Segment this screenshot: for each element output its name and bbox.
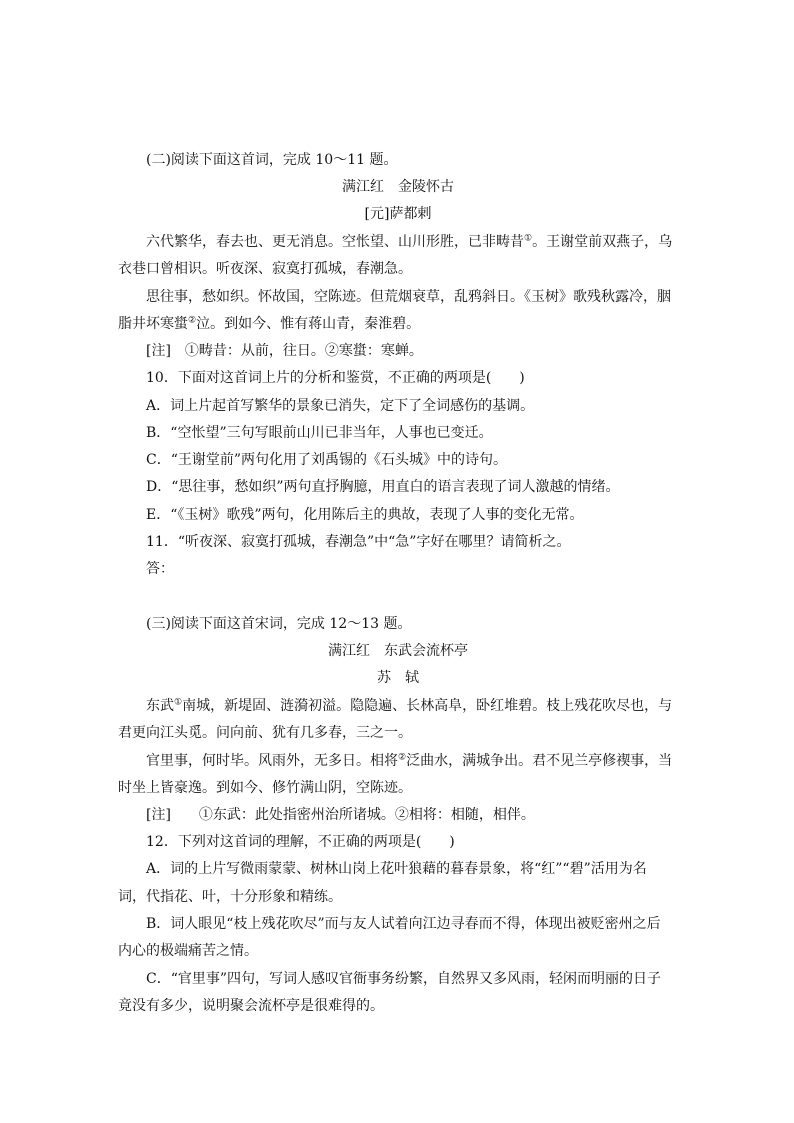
- text-segment: 。王谢堂前双燕子，乌: [532, 234, 673, 250]
- section2-poem-author: [元]萨都剌: [364, 206, 432, 222]
- question-10: 10．下面对这首词上片的分析和鉴赏，不正确的两项是( ): [146, 370, 525, 386]
- text-segment: 东武: [146, 698, 174, 714]
- footnote-mark: ①: [174, 697, 183, 708]
- question-12-option-c-line1: C．“官里事”四句，写词人感叹官衙事务纷繁，自然界又多风雨，轻闲而明丽的日子: [146, 971, 662, 987]
- section3-heading: (三)阅读下面这首宋词，完成 12～13 题。: [146, 616, 412, 632]
- question-12-option-a-line1: A．词的上片写微雨蒙蒙、树林山岗上花叶狼藉的暮春景象，将“红”“碧”活用为名: [146, 861, 647, 877]
- section3-poem-author: 苏 轼: [377, 670, 419, 686]
- footnote-mark: ②: [398, 752, 407, 763]
- section3-stanza1-line2: 君更向江头觅。问向前、犹有几多春，三之一。: [118, 725, 412, 741]
- section3-stanza2-line2: 时坐上皆豪逸。到如今、修竹满山阴，空陈迹。: [118, 780, 412, 796]
- question-12-option-b-line2: 内心的极端痛苦之情。: [118, 943, 258, 959]
- text-segment: 六代繁华，春去也、更无消息。空怅望、山川形胜，已非畴昔: [146, 234, 524, 250]
- question-11: 11．“听夜深、寂寞打孤城，春潮急”中“急”字好在哪里？请简析之。: [146, 534, 571, 550]
- answer-label: 答：: [146, 561, 174, 577]
- footnote-mark: ②: [188, 315, 197, 326]
- footnote-mark: ①: [524, 233, 533, 244]
- question-12: 12．下列对这首词的理解，不正确的两项是( ): [146, 834, 455, 850]
- question-12-option-b-line1: B．词人眼见“枝上残花吹尽”而与友人试着向江边寻春而不得，体现出被贬密州之后: [146, 916, 661, 932]
- question-12-option-a-line2: 词，代指花、叶，十分形象和精练。: [118, 889, 342, 905]
- section3-stanza1-line1: [146, 696, 678, 716]
- section2-stanza2-line1: 思往事，愁如织。怀故国，空陈迹。但荒烟衰草，乱鸦斜日。《玉树》歌残秋露冷，胭: [146, 289, 671, 305]
- text-segment: 脂井坏寒螀: [118, 316, 188, 332]
- section3-stanza2-line1: [146, 751, 678, 771]
- question-10-option-d: D．“思往事，愁如织”两句直抒胸臆，用直白的语言表现了词人激越的情绪。: [146, 479, 620, 495]
- section2-stanza1-line2: 衣巷口曾相识。听夜深、寂寞打孤城，春潮急。: [118, 261, 412, 277]
- question-10-option-a: A．词上片起首写繁华的景象已消失，定下了全词感伤的基调。: [146, 398, 535, 414]
- section2-note: [注] ①畴昔：从前，往日。②寒螀：寒蝉。: [146, 343, 423, 359]
- question-10-option-b: B．“空怅望”三句写眼前山川已非当年，人事也已变迁。: [146, 425, 493, 441]
- question-12-option-c-line2: 竟没有多少，说明聚会流杯亭是很难得的。: [118, 998, 384, 1014]
- text-segment: 泛曲水，满城争出。君不见兰亭修禊事，当: [406, 753, 673, 769]
- section3-note: [注] ①东武：此处指密州治所诸城。②相将：相随，相伴。: [146, 807, 535, 823]
- section2-stanza1-line1: [146, 232, 678, 252]
- section2-heading: (二)阅读下面这首词，完成 10～11 题。: [146, 152, 398, 168]
- section2-poem-title: 满江红 金陵怀古: [342, 179, 454, 195]
- text-segment: 泣。到如今、惟有蒋山青，秦淮碧。: [196, 316, 421, 332]
- section3-poem-title: 满江红 东武会流杯亭: [328, 643, 468, 659]
- question-10-option-c: C．“王谢堂前”两句化用了刘禹锡的《石头城》中的诗句。: [146, 452, 508, 468]
- section2-stanza2-line2: [118, 314, 678, 334]
- text-segment: 官里事，何时毕。风雨外，无多日。相将: [146, 753, 398, 769]
- text-segment: 南城，新堤固、涟漪初溢。隐隐遍、长林高阜，卧红堆碧。枝上残花吹尽也，与: [182, 698, 673, 714]
- question-10-option-e: E．“《玉树》歌残”两句，化用陈后主的典故，表现了人事的变化无常。: [146, 507, 584, 523]
